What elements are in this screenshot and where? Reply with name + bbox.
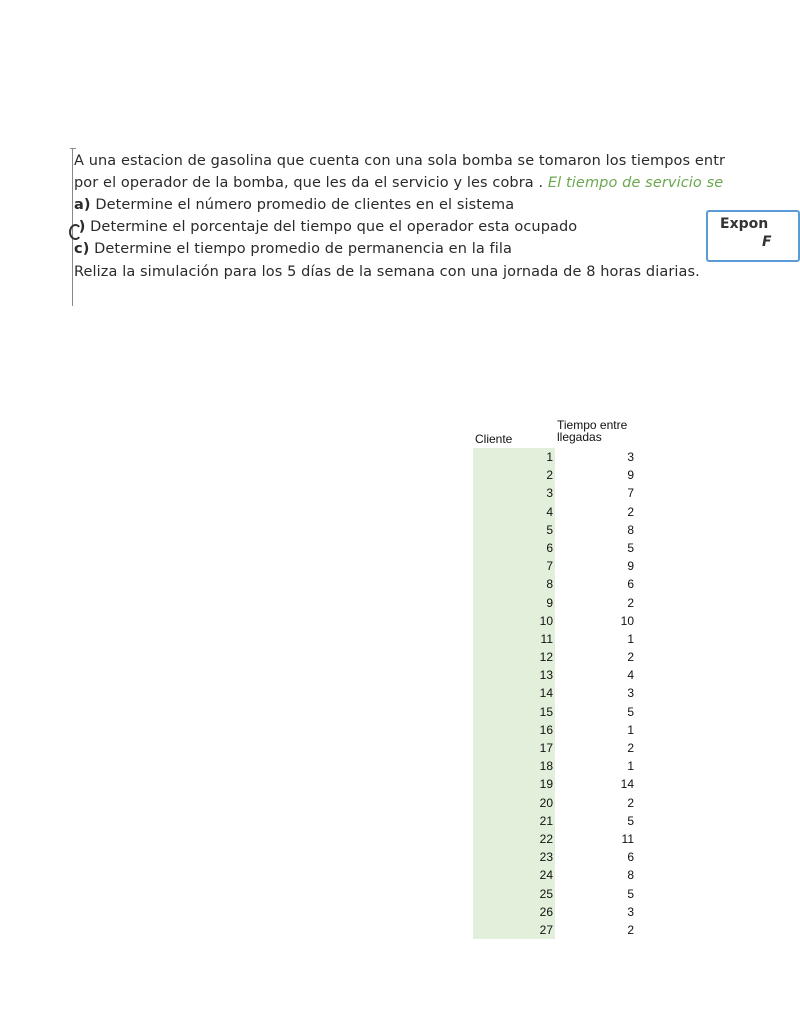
item-b-label: ) bbox=[78, 219, 86, 235]
column-header-cliente: Cliente bbox=[475, 432, 513, 446]
cell-tiempo[interactable]: 3 bbox=[627, 904, 634, 919]
cell-tiempo[interactable]: 2 bbox=[627, 922, 634, 937]
cell-cliente[interactable]: 13 bbox=[473, 666, 555, 684]
cell-cliente[interactable]: 6 bbox=[473, 539, 555, 557]
cell-cliente[interactable]: 1 bbox=[473, 448, 555, 466]
item-a-label: a) bbox=[74, 197, 91, 213]
cell-tiempo[interactable]: 10 bbox=[620, 613, 634, 628]
cell-cliente[interactable]: 22 bbox=[473, 830, 555, 848]
cell-tiempo[interactable]: 11 bbox=[621, 831, 634, 846]
cell-tiempo[interactable]: 6 bbox=[627, 850, 634, 865]
cell-cliente[interactable]: 7 bbox=[473, 557, 555, 575]
problem-statement-image bbox=[70, 148, 768, 306]
cell-cliente[interactable]: 25 bbox=[473, 885, 555, 903]
problem-line-6: Reliza la simulación para los 5 días de la semana con una jornada de 8 horas diarias. bbox=[74, 264, 700, 280]
cell-tiempo[interactable]: 2 bbox=[627, 595, 634, 610]
problem-line-1: A una estacion de gasolina que cuenta con una sola bomba se tomaron los tiempos entr bbox=[74, 153, 726, 169]
callout-line-2: F bbox=[762, 234, 772, 250]
problem-line-2-text: por el operador de la bomba, que les da el servicio y les cobra . bbox=[74, 175, 548, 191]
cell-tiempo[interactable]: 9 bbox=[627, 559, 634, 574]
cell-tiempo[interactable]: 5 bbox=[627, 886, 634, 901]
item-a-text: Determine el número promedio de clientes en el sistema bbox=[90, 197, 515, 213]
item-b bbox=[74, 219, 577, 235]
cell-cliente[interactable]: 19 bbox=[473, 775, 555, 793]
cell-tiempo[interactable]: 4 bbox=[627, 668, 634, 683]
cell-cliente[interactable]: 2 bbox=[473, 466, 555, 484]
cell-tiempo[interactable]: 14 bbox=[620, 777, 634, 792]
cell-cliente[interactable]: 15 bbox=[473, 703, 555, 721]
cell-cliente[interactable]: 27 bbox=[473, 921, 555, 939]
cell-cliente[interactable]: 4 bbox=[473, 503, 555, 521]
cell-tiempo[interactable]: 2 bbox=[627, 741, 634, 755]
cell-cliente[interactable]: 21 bbox=[473, 812, 555, 830]
item-c bbox=[74, 241, 512, 257]
cell-tiempo[interactable]: 1 bbox=[627, 631, 634, 646]
cell-cliente[interactable]: 11 bbox=[473, 630, 555, 648]
cell-tiempo[interactable]: 5 bbox=[627, 540, 634, 555]
cell-tiempo[interactable]: 9 bbox=[627, 468, 634, 483]
cell-cliente[interactable]: 5 bbox=[473, 521, 555, 539]
cell-tiempo[interactable]: 6 bbox=[627, 577, 634, 592]
distribution-callout-box bbox=[706, 210, 800, 262]
column-header-tiempo: Tiempo entre llegadas bbox=[557, 418, 628, 444]
cell-tiempo[interactable]: 5 bbox=[627, 704, 634, 719]
callout-line-1: Expon bbox=[720, 216, 769, 232]
cell-cliente[interactable]: 10 bbox=[473, 612, 555, 630]
cell-tiempo[interactable]: 2 bbox=[627, 795, 634, 810]
cell-tiempo[interactable]: 3 bbox=[627, 450, 634, 464]
cell-cliente[interactable]: 26 bbox=[473, 903, 555, 921]
problem-line-2 bbox=[74, 175, 723, 191]
cell-tiempo[interactable]: 1 bbox=[627, 722, 634, 737]
cell-tiempo[interactable]: 3 bbox=[627, 686, 634, 701]
cell-cliente[interactable]: 16 bbox=[473, 721, 555, 739]
cell-cliente[interactable]: 20 bbox=[473, 794, 555, 812]
cell-cliente[interactable]: 24 bbox=[473, 866, 555, 884]
cell-cliente[interactable]: 14 bbox=[473, 684, 555, 702]
cell-tiempo[interactable]: 2 bbox=[627, 504, 634, 519]
cell-cliente[interactable]: 3 bbox=[473, 484, 555, 502]
cell-tiempo[interactable]: 8 bbox=[627, 868, 634, 883]
item-a bbox=[74, 197, 514, 213]
cell-tiempo[interactable]: 2 bbox=[627, 650, 634, 665]
cell-cliente[interactable]: 23 bbox=[473, 848, 555, 866]
cell-tiempo[interactable]: 1 bbox=[627, 759, 634, 774]
item-c-text: Determine el tiempo promedio de permanencia en la fila bbox=[89, 241, 512, 257]
cell-cliente[interactable]: 8 bbox=[473, 575, 555, 593]
cell-cliente[interactable]: 12 bbox=[473, 648, 555, 666]
item-c-label: c) bbox=[74, 241, 90, 257]
cell-tiempo[interactable]: 7 bbox=[627, 486, 634, 501]
cell-cliente[interactable]: 9 bbox=[473, 594, 555, 612]
cell-cliente[interactable]: 17 bbox=[473, 739, 555, 757]
cell-tiempo[interactable]: 5 bbox=[627, 813, 634, 828]
problem-line-2-green-text: El tiempo de servicio se bbox=[547, 175, 724, 191]
cell-tiempo[interactable]: 8 bbox=[627, 522, 634, 537]
text-cursor-cap bbox=[70, 148, 76, 149]
cell-cliente[interactable]: 18 bbox=[473, 757, 555, 775]
item-b-text: Determine el porcentaje del tiempo que el operador esta ocupado bbox=[85, 219, 578, 235]
